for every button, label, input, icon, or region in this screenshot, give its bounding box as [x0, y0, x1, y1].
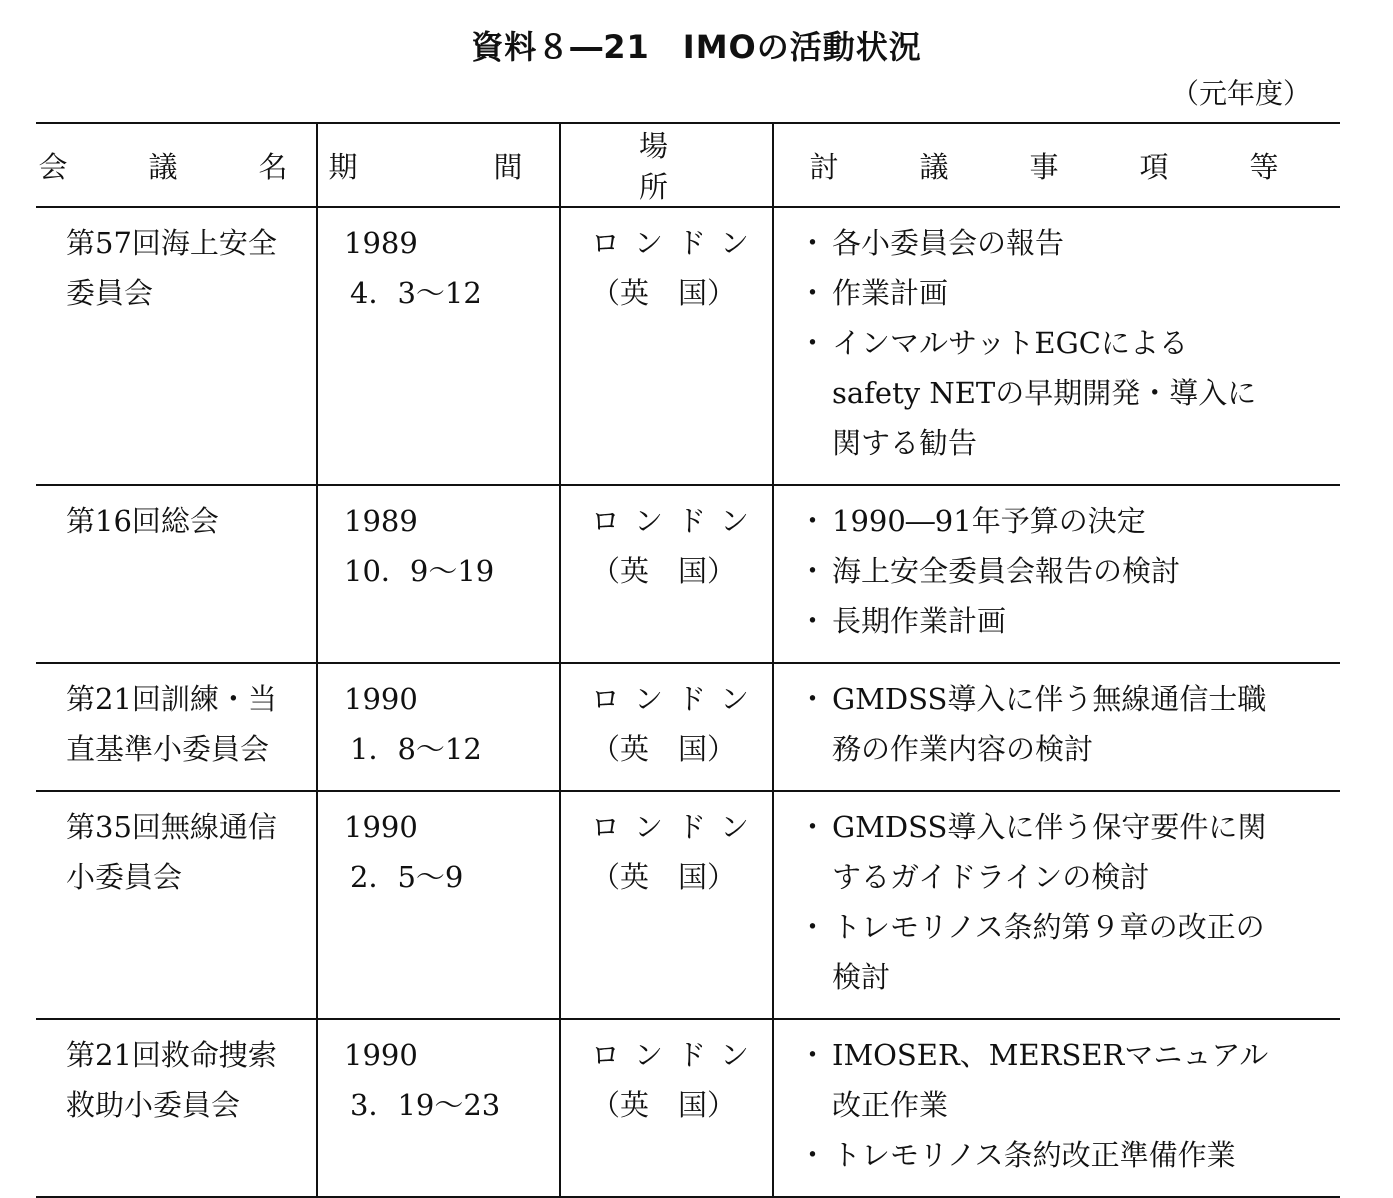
meeting-name-line: 第57回海上安全	[66, 226, 277, 260]
topics-cell	[773, 791, 1340, 1019]
topic-item	[804, 318, 1318, 468]
topic-line: ・ GMDSS導入に伴う無線通信士職	[832, 682, 1267, 716]
place-cell	[560, 485, 773, 663]
meeting-name-cell	[36, 485, 317, 663]
topic-line: 務の作業内容の検討	[832, 732, 1094, 766]
header-place: 場 所	[560, 123, 773, 207]
header-row	[36, 123, 1340, 207]
meeting-name-line: 第21回訓練・当	[66, 682, 277, 716]
meeting-name-line: 委員会	[66, 276, 154, 310]
meeting-name-cell	[36, 207, 317, 485]
topic-line: 関する勧告	[832, 426, 978, 460]
meeting-name-cell	[36, 1019, 317, 1197]
topic-item	[804, 1130, 1318, 1180]
topic-item	[804, 1030, 1318, 1130]
period-cell	[317, 207, 560, 485]
topic-item	[804, 596, 1318, 646]
topic-item	[804, 496, 1318, 546]
topic-line: ・ トレモリノス条約第９章の改正の	[832, 910, 1265, 944]
topic-item	[804, 218, 1318, 268]
period-dates: 1．8～12	[350, 732, 482, 766]
topics-cell	[773, 485, 1340, 663]
meeting-name-line: 直基準小委員会	[66, 732, 270, 766]
period-cell	[317, 485, 560, 663]
topic-line: ・ IMOSER、MERSERマニュアル	[832, 1038, 1269, 1072]
topic-line: ・ 海上安全委員会報告の検討	[832, 554, 1181, 588]
place-city: ロンドン	[591, 810, 764, 844]
topic-line: ・ 各小委員会の報告	[832, 226, 1065, 260]
meeting-name-line: 第16回総会	[66, 504, 219, 538]
place-city: ロンドン	[591, 226, 764, 260]
period-dates: 10．9～19	[344, 554, 495, 588]
topic-item	[804, 802, 1318, 902]
period-year: 1989	[344, 226, 418, 260]
period-dates: 4．3～12	[350, 276, 482, 310]
place-country: （英 国）	[591, 276, 737, 310]
topic-line: ・ インマルサットEGCによる	[832, 326, 1188, 360]
table-row	[36, 1019, 1340, 1197]
meeting-name-line: 第35回無線通信	[66, 810, 277, 844]
period-cell	[317, 791, 560, 1019]
topic-line: ・ 作業計画	[832, 276, 949, 310]
period-dates: 2．5～9	[350, 860, 464, 894]
place-cell	[560, 1019, 773, 1197]
topic-line: 検討	[832, 960, 891, 994]
place-country: （英 国）	[591, 732, 737, 766]
document-title: 資料８―21 IMOの活動状況	[471, 28, 922, 66]
topics-cell	[773, 207, 1340, 485]
meeting-name-line: 小委員会	[66, 860, 183, 894]
period-cell	[317, 1019, 560, 1197]
place-country: （英 国）	[591, 554, 737, 588]
place-cell	[560, 791, 773, 1019]
meeting-name-line: 救助小委員会	[66, 1088, 241, 1122]
table-body	[36, 207, 1340, 1197]
header-topics: 討 議 事 項 等	[773, 123, 1340, 207]
meeting-name-cell	[36, 663, 317, 791]
place-country: （英 国）	[591, 860, 737, 894]
header-period: 期 間	[317, 123, 560, 207]
table-row	[36, 207, 1340, 485]
topic-line: 改正作業	[832, 1088, 949, 1122]
place-country: （英 国）	[591, 1088, 737, 1122]
topic-item	[804, 902, 1318, 1002]
header-meeting-name: 会 議 名	[38, 149, 314, 184]
place-cell	[560, 663, 773, 791]
place-city: ロンドン	[591, 682, 764, 716]
meeting-name-cell	[36, 791, 317, 1019]
topics-cell	[773, 663, 1340, 791]
period-year: 1990	[344, 1038, 418, 1072]
meeting-name-line: 第21回救命捜索	[66, 1038, 277, 1072]
topic-line: ・ トレモリノス条約改正準備作業	[832, 1138, 1236, 1172]
topic-line: ・ 長期作業計画	[832, 604, 1007, 638]
topics-cell	[773, 1019, 1340, 1197]
place-city: ロンドン	[591, 504, 764, 538]
period-dates: 3．19～23	[350, 1088, 501, 1122]
table-row	[36, 663, 1340, 791]
topic-item	[804, 268, 1318, 318]
table-header	[36, 123, 1340, 207]
topic-item	[804, 674, 1318, 774]
imo-activity-table	[36, 122, 1340, 1198]
period-year: 1989	[344, 504, 418, 538]
topic-line: ・ GMDSS導入に伴う保守要件に関	[832, 810, 1267, 844]
topic-line: ・ 1990―91年予算の決定	[832, 504, 1146, 538]
topic-item	[804, 546, 1318, 596]
period-cell	[317, 663, 560, 791]
place-city: ロンドン	[591, 1038, 764, 1072]
period-year: 1990	[344, 810, 418, 844]
topic-line: するガイドラインの検討	[832, 860, 1150, 894]
table-row	[36, 485, 1340, 663]
place-cell	[560, 207, 773, 485]
topic-line: safety NETの早期開発・導入に	[832, 376, 1257, 410]
table-row	[36, 791, 1340, 1019]
period-year: 1990	[344, 682, 418, 716]
fiscal-year-note: （元年度）	[1170, 77, 1311, 110]
